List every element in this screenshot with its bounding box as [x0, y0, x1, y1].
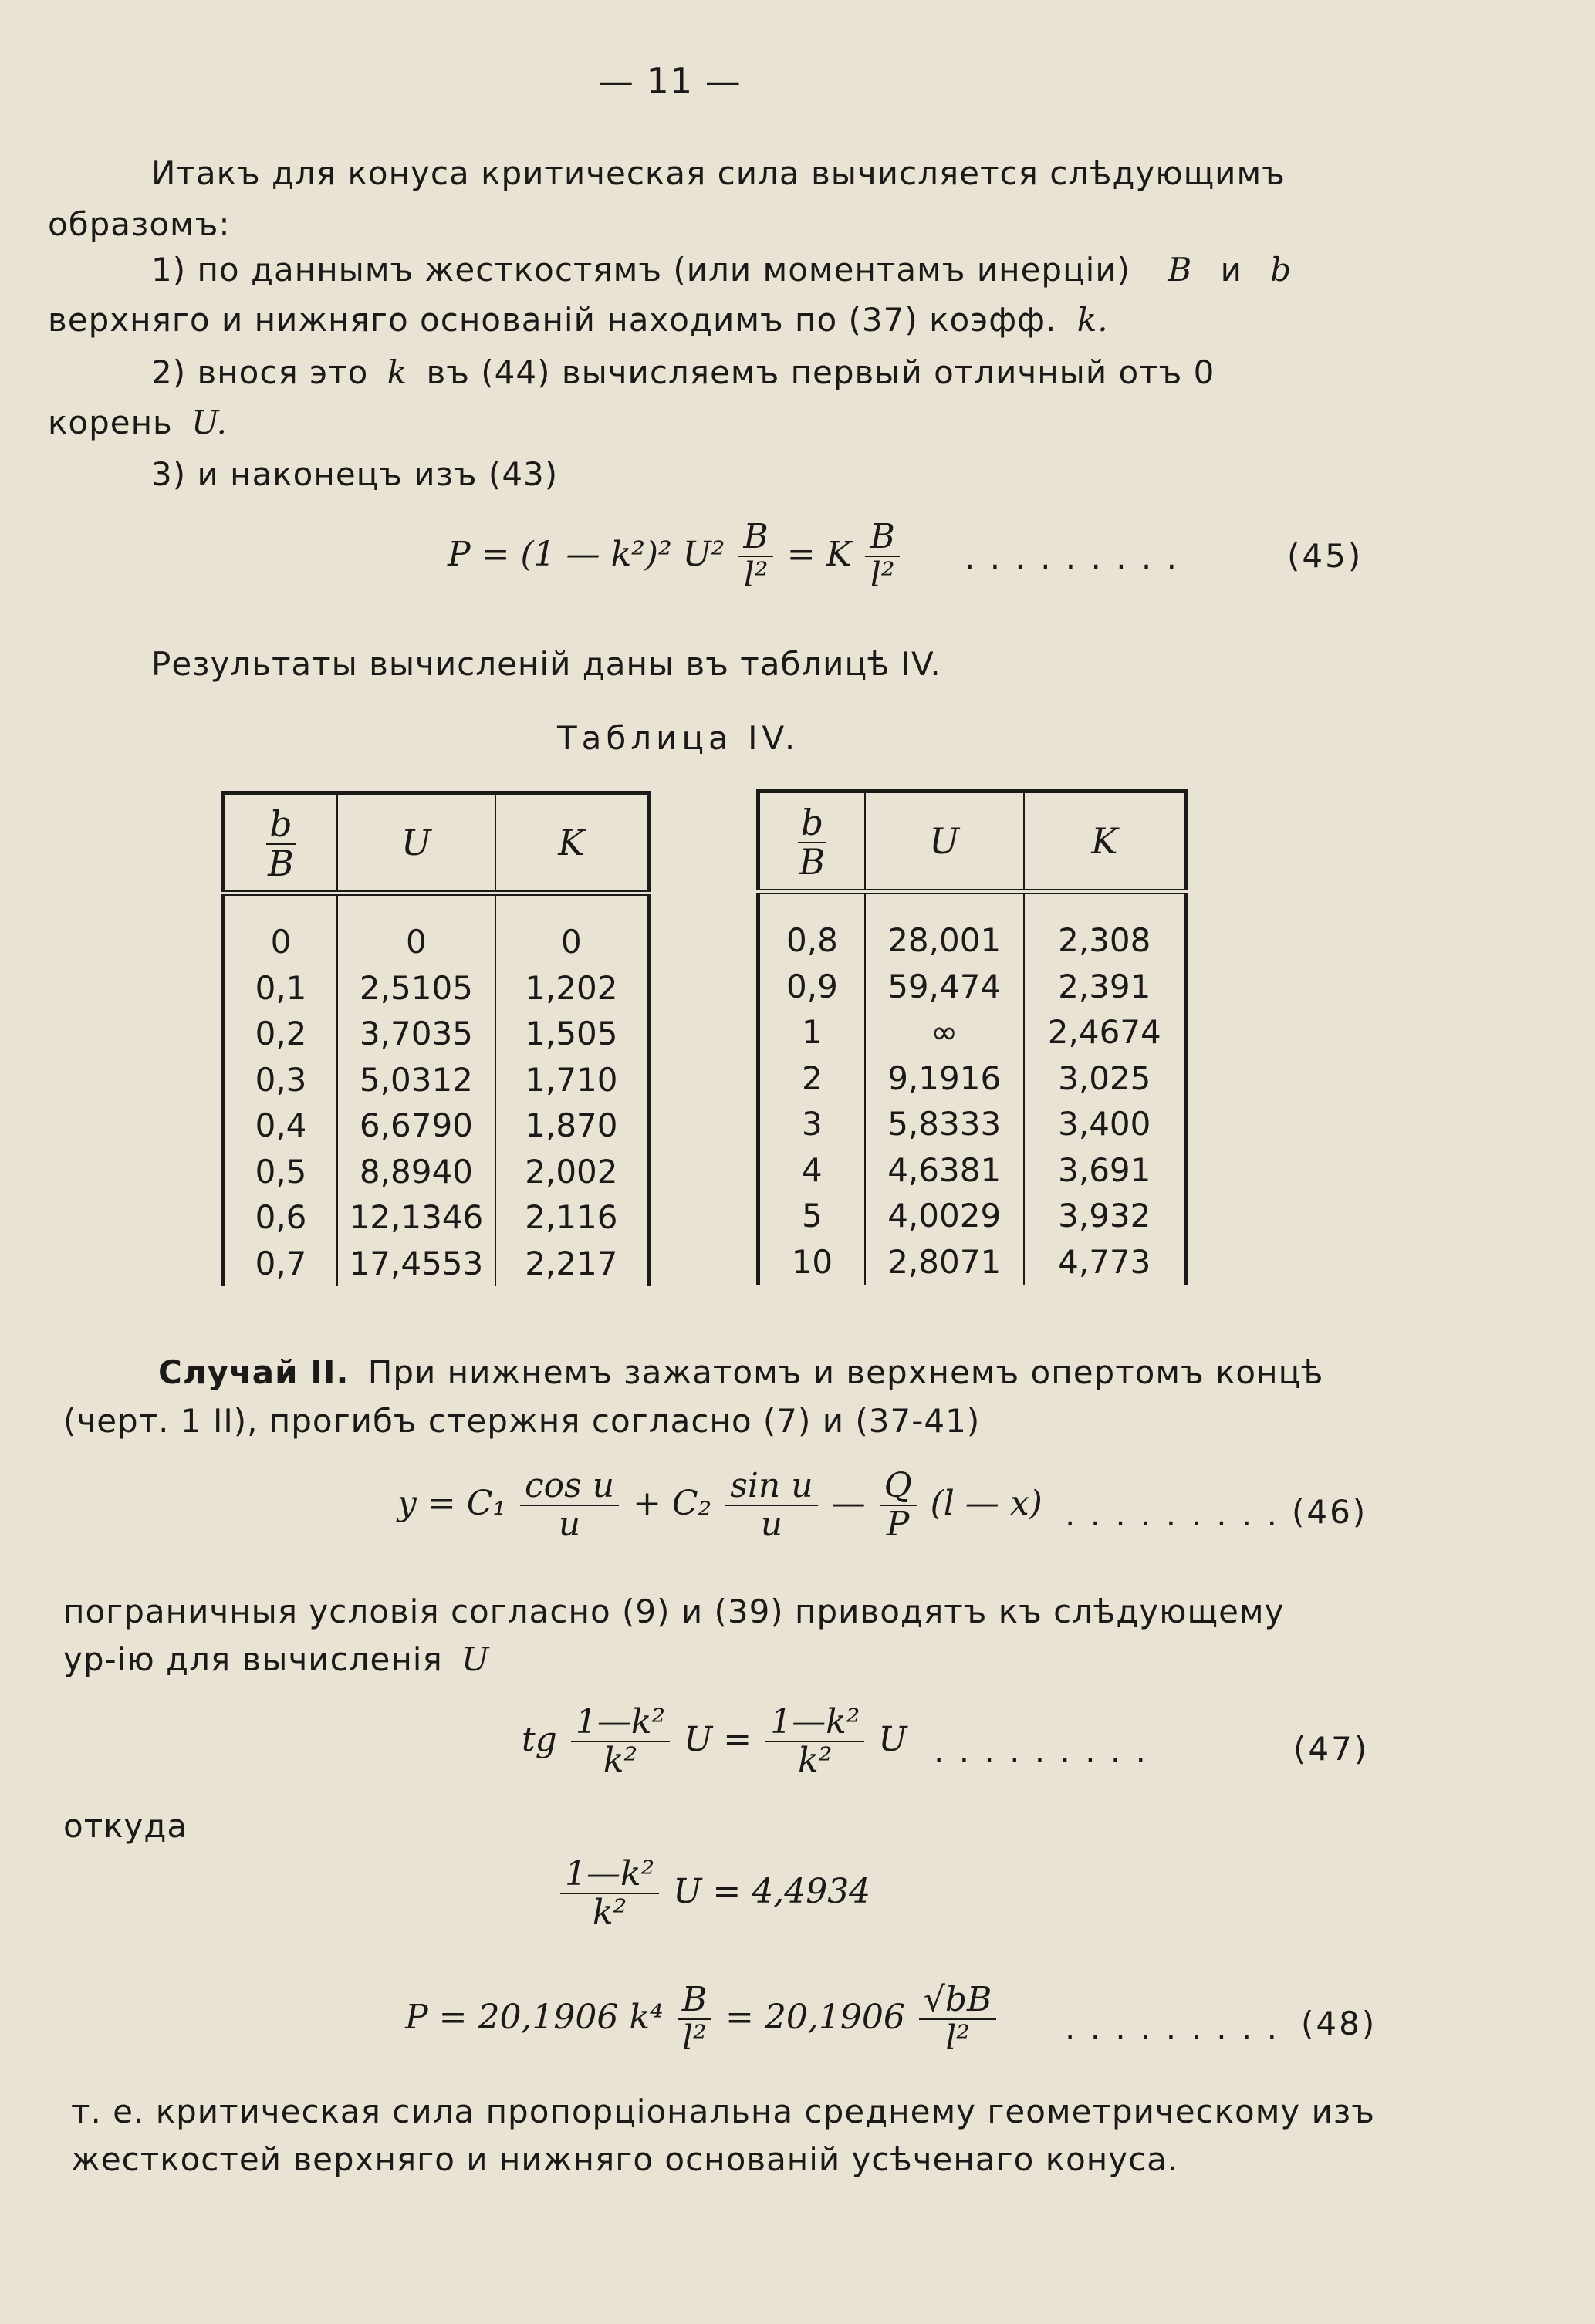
cell: 10: [759, 1239, 865, 1285]
step-1-line: [151, 251, 1292, 289]
table-row: [759, 892, 1187, 964]
step-1-text-2: верхняго и нижняго основаній находимъ по (37) коэфф.: [48, 301, 1057, 339]
table-header-row: [759, 792, 1187, 892]
fraction-numerator: cos u: [520, 1468, 619, 1506]
eq-result-rhs: U = 4,4934: [673, 1871, 871, 1911]
fraction-denominator: l²: [743, 556, 769, 596]
final-line-2: жесткостей верхняго и нижняго основаній усѣченаго конуса.: [71, 2140, 1179, 2178]
fraction-sin-u-over-u: [725, 1468, 817, 1544]
equation-47: [522, 1704, 907, 1780]
table-row: [224, 1011, 649, 1057]
cell: 0,1: [224, 965, 338, 1012]
cell: 1,870: [495, 1103, 649, 1149]
table-row: [759, 1147, 1187, 1194]
variable-U: U.: [191, 404, 228, 441]
equation-48-leaders: . . . . . . . . .: [1065, 2009, 1279, 2047]
fraction-denominator: u: [558, 1505, 581, 1545]
table-iv-left: [221, 791, 651, 1286]
fraction-B-over-l2: [865, 519, 899, 595]
cell: 2: [759, 1056, 865, 1102]
cell: 5,0312: [337, 1057, 495, 1103]
cell: 17,4553: [337, 1241, 495, 1287]
step-2-line: [151, 353, 1215, 391]
cell: 0,6: [224, 1194, 338, 1241]
fraction-numerator: B: [678, 1981, 711, 2020]
table-row: [759, 1193, 1187, 1239]
header-b-over-B: [224, 793, 338, 893]
cell: 2,391: [1024, 964, 1187, 1010]
step-2-text-2: корень: [48, 404, 173, 441]
fraction-denominator: u: [760, 1505, 783, 1545]
eq46-plus: + C₂: [633, 1483, 712, 1523]
cell: 3: [759, 1101, 865, 1147]
cell: 2,308: [1024, 892, 1187, 964]
eq47-tg: tg: [522, 1719, 557, 1759]
fraction-denominator: k²: [592, 1893, 627, 1933]
step-2-text: 2) внося это: [151, 353, 369, 391]
equation-47-leaders: . . . . . . . . .: [934, 1732, 1148, 1770]
step-1-text: 1) по даннымъ жесткостямъ (или моментамъ инерціи): [151, 251, 1131, 289]
cell: 3,932: [1024, 1193, 1187, 1239]
equation-46-number: (46): [1292, 1493, 1368, 1531]
variable-k: k: [387, 353, 408, 391]
equation-result: [557, 1856, 870, 1932]
final-line: т. е. критическая сила пропорціональна среднему геометрическому изъ: [71, 2093, 1375, 2130]
cell: 0,5: [224, 1149, 338, 1195]
table-row: [759, 1101, 1187, 1147]
table-row: [224, 1057, 649, 1103]
fraction-denominator: k²: [798, 1741, 833, 1781]
table-row: [759, 1239, 1187, 1285]
table-row: [224, 1241, 649, 1287]
table-row: [224, 1103, 649, 1149]
table-iv-right: [756, 789, 1188, 1285]
fraction-numerator: Q: [880, 1468, 917, 1506]
equation-46: [397, 1468, 1042, 1544]
cell: 5: [759, 1193, 865, 1239]
cell: 0: [337, 893, 495, 965]
fraction-denominator: P: [886, 1505, 910, 1545]
equation-45-number: (45): [1287, 537, 1364, 575]
cell: 1,710: [495, 1057, 649, 1103]
fraction-numerator: B: [738, 519, 772, 557]
cell: 12,1346: [337, 1194, 495, 1241]
cell: 2,4674: [1024, 1009, 1187, 1056]
cell: 3,400: [1024, 1101, 1187, 1147]
step-3-line: 3) и наконецъ изъ (43): [151, 455, 559, 493]
cell: 0,3: [224, 1057, 338, 1103]
cell: 4,773: [1024, 1239, 1187, 1285]
header-B: B: [268, 842, 294, 884]
eq46-tail: (l — x): [930, 1483, 1042, 1523]
fraction-numerator: B: [865, 519, 899, 557]
eq45-lhs: P = (1 — k²)² U²: [448, 534, 725, 574]
cell: 4,6381: [865, 1147, 1024, 1194]
fraction-numerator: √bB: [919, 1981, 997, 2020]
cell: 0,8: [759, 892, 865, 964]
fraction-numerator: 1—k²: [765, 1704, 864, 1742]
equation-45: [448, 519, 903, 595]
header-B: B: [799, 840, 826, 883]
cell: 2,8071: [865, 1239, 1024, 1285]
fraction-denominator: l²: [682, 2018, 707, 2059]
cell: 28,001: [865, 892, 1024, 964]
cell: 3,7035: [337, 1011, 495, 1057]
header-U: U: [865, 792, 1024, 892]
fraction-B-over-l2: [678, 1981, 711, 2058]
table-row: [759, 1009, 1187, 1056]
header-U: U: [337, 793, 495, 893]
equation-46-leaders: . . . . . . . . .: [1065, 1495, 1279, 1533]
header-K: K: [1024, 792, 1187, 892]
step-2-line-2: [48, 404, 228, 441]
equation-48: [405, 1981, 999, 2058]
eq48-lhs: P = 20,1906 k⁴: [405, 1997, 664, 2037]
eq46-minus: —: [831, 1483, 866, 1523]
case-2-text: При нижнемъ зажатомъ и верхнемъ опертомъ концѣ: [367, 1353, 1324, 1391]
fraction-1-k2-over-k2: [571, 1704, 670, 1780]
fraction-denominator: l²: [945, 2018, 970, 2059]
eq45-mid: = K: [786, 534, 852, 574]
cell: 6,6790: [337, 1103, 495, 1149]
fraction-denominator: l²: [870, 556, 895, 596]
eq47-U-eq: U =: [684, 1719, 752, 1759]
fraction-1-k2-over-k2: [560, 1856, 659, 1932]
header-b-over-B: [759, 792, 865, 892]
cell: 0,7: [224, 1241, 338, 1287]
fraction-Q-over-P: [880, 1468, 917, 1544]
variable-k: k.: [1076, 301, 1109, 339]
variable-U: U: [461, 1640, 490, 1678]
cell: 2,5105: [337, 965, 495, 1012]
table-row: [224, 965, 649, 1012]
step-1-line-2: [48, 301, 1109, 339]
cell: 2,217: [495, 1241, 649, 1287]
cell: 1,505: [495, 1011, 649, 1057]
cell: 0: [495, 893, 649, 965]
cell: 0,9: [759, 964, 865, 1010]
variable-b: b: [1270, 251, 1293, 289]
table-title: Таблица IV.: [557, 719, 800, 757]
cell: 59,474: [865, 964, 1024, 1010]
case-2-line-2: (черт. 1 II), прогибъ стержня согласно (7) и (37-41): [63, 1402, 981, 1440]
table-row: [759, 1056, 1187, 1102]
fraction-numerator: 1—k²: [560, 1856, 659, 1894]
header-b: b: [798, 804, 826, 843]
boundary-line-2: [63, 1640, 490, 1678]
cell: 3,691: [1024, 1147, 1187, 1194]
whence-text: откуда: [63, 1807, 188, 1845]
table-header-row: [224, 793, 649, 893]
step-2-text-post: въ (44) вычисляемъ первый отличный отъ 0: [426, 353, 1215, 391]
cell: 1,202: [495, 965, 649, 1012]
case-2-label: Случай II.: [158, 1353, 350, 1391]
fraction-numerator: sin u: [725, 1468, 817, 1506]
equation-45-leaders: . . . . . . . . .: [965, 539, 1179, 576]
paragraph-line: Итакъ для конуса критическая сила вычисляется слѣдующимъ: [151, 154, 1286, 192]
page-number: — 11 —: [598, 60, 742, 102]
table-row: [224, 1149, 649, 1195]
cell: 3,025: [1024, 1056, 1187, 1102]
cell: ∞: [865, 1009, 1024, 1056]
cell: 5,8333: [865, 1101, 1024, 1147]
cell: 0,4: [224, 1103, 338, 1149]
cell: 2,002: [495, 1149, 649, 1195]
boundary-text: ур-ію для вычисленія: [63, 1640, 443, 1678]
fraction-numerator: 1—k²: [571, 1704, 670, 1742]
table-row: [224, 1194, 649, 1241]
eq48-mid: = 20,1906: [725, 1997, 905, 2037]
header-K: K: [495, 793, 649, 893]
fraction-1-k2-over-k2: [765, 1704, 864, 1780]
eq46-lhs: y = C₁: [397, 1483, 507, 1523]
fraction-B-over-l2: [738, 519, 772, 595]
cell: 8,8940: [337, 1149, 495, 1195]
cell: 1: [759, 1009, 865, 1056]
conjunction: и: [1220, 251, 1242, 289]
equation-48-number: (48): [1301, 2005, 1377, 2042]
cell: 0: [224, 893, 338, 965]
cell: 2,116: [495, 1194, 649, 1241]
table-row: [224, 893, 649, 965]
cell: 4,0029: [865, 1193, 1024, 1239]
eq47-U: U: [878, 1719, 907, 1759]
cell: 0,2: [224, 1011, 338, 1057]
paragraph-line: образомъ:: [48, 205, 231, 243]
table-row: [759, 964, 1187, 1010]
equation-47-number: (47): [1293, 1730, 1370, 1768]
results-text: Результаты вычисленій даны въ таблицѣ IV.: [151, 645, 941, 683]
fraction-sqrt-bB-over-l2: [919, 1981, 997, 2058]
variable-B: B: [1168, 251, 1193, 289]
fraction-denominator: k²: [603, 1741, 638, 1781]
header-b: b: [266, 806, 295, 844]
boundary-line: пограничныя условія согласно (9) и (39) приводятъ къ слѣдующему: [63, 1593, 1285, 1630]
fraction-cos-u-over-u: [520, 1468, 619, 1544]
cell: 9,1916: [865, 1056, 1024, 1102]
case-2-line: [158, 1353, 1323, 1391]
cell: 4: [759, 1147, 865, 1194]
